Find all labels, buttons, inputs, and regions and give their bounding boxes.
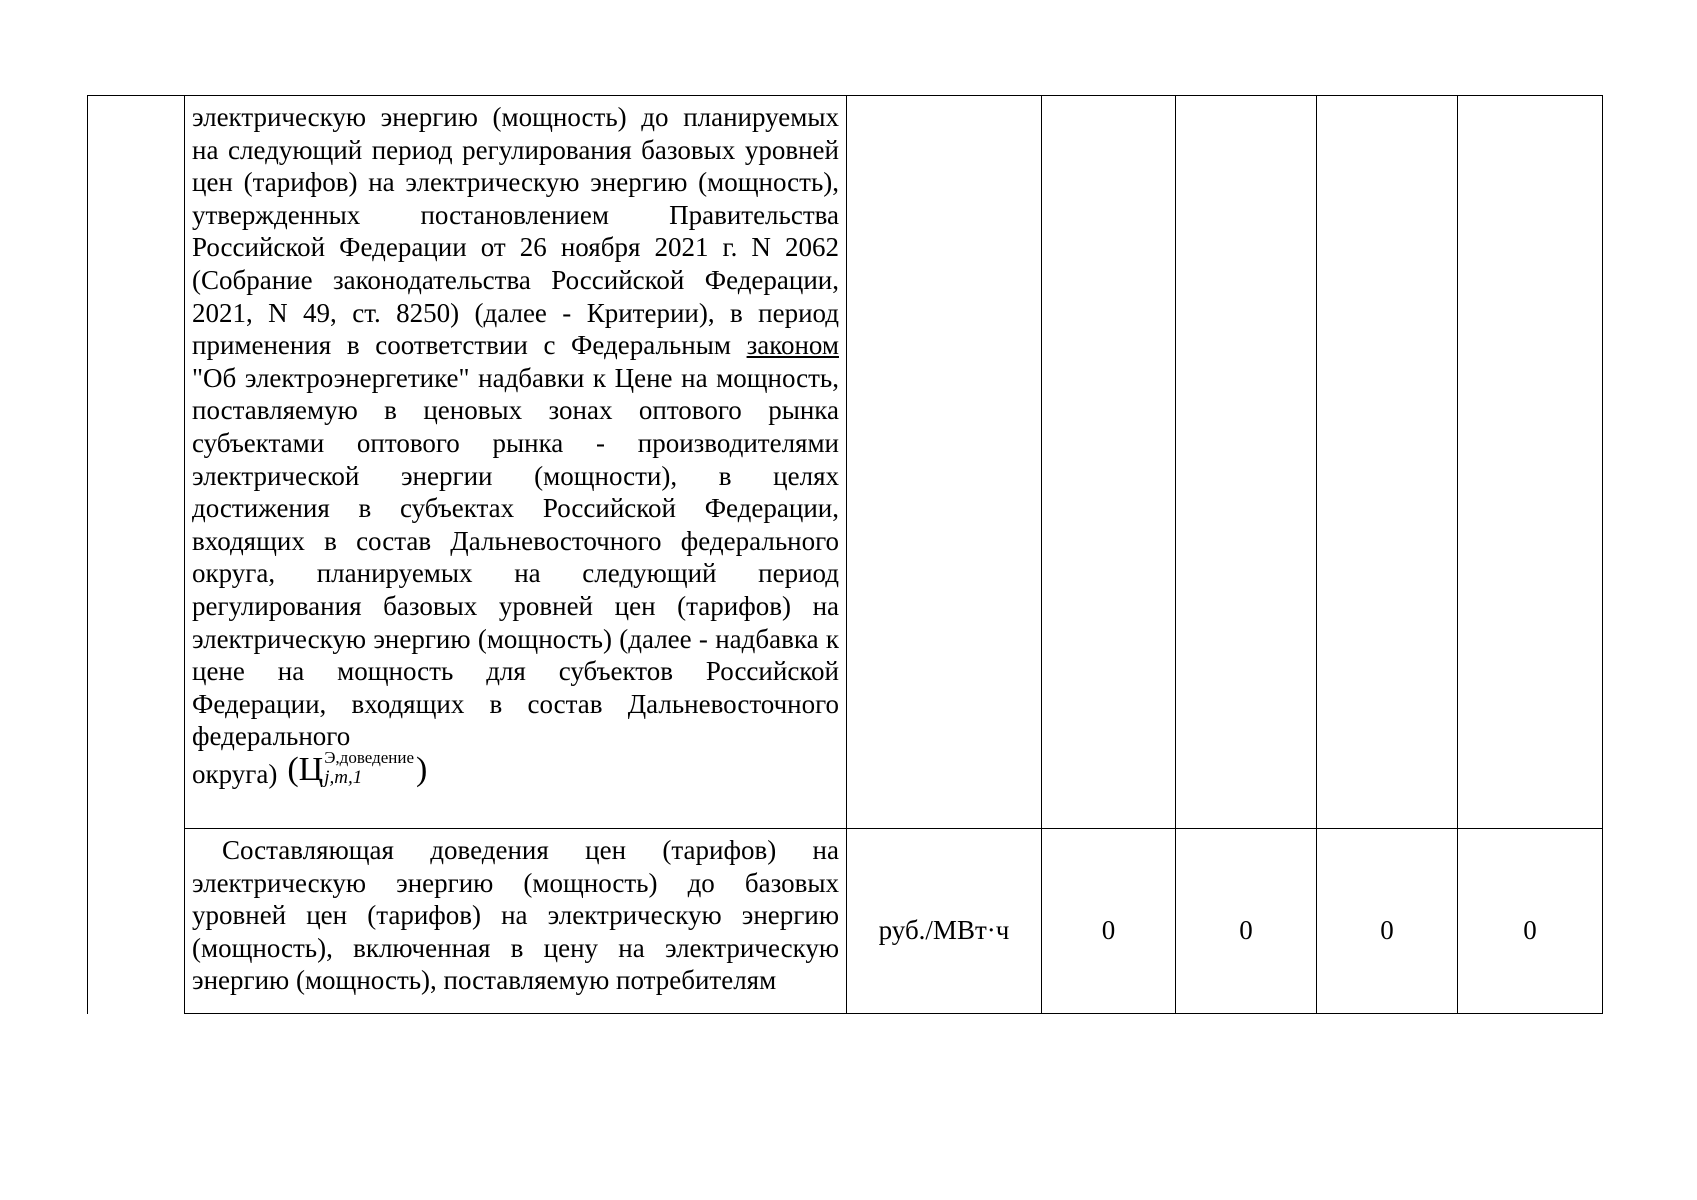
unit-value: руб./МВт·ч: [878, 915, 1010, 945]
description-cell: [185, 829, 847, 1014]
value-cell: [1317, 829, 1458, 1014]
value-cell: [1458, 829, 1603, 1014]
formula-scripts: [324, 749, 414, 787]
row-number-cell: [88, 96, 185, 1014]
description-text-part-2: "Об электроэнергетике" надбавки к Цене на мощность, поставляемую в ценовых зонах оптового рынка субъектами оптового рынка - производителями электрической энергии (мощности), в целях достижения в субъектах Российской Федерации, входящих в состав Дальневосточного федерального округа, планируемых на следующий период регулирования базовых уровней цен (тарифов) на электрическую энергию (мощность) (далее - надбавка к цене на мощность для субъектов Российской Федерации, входящих в состав Дальневосточного федерального: [192, 362, 839, 752]
last-line-text: округа): [192, 759, 278, 790]
description-cell: [185, 96, 847, 829]
value-cell: [1042, 829, 1176, 1014]
formula-symbol: Ц: [298, 750, 324, 788]
table-row: [88, 96, 1603, 829]
formula-subscript: j,m,1: [324, 766, 363, 788]
description-text: Составляющая доведения цен (тарифов) на электрическую энергию (мощность) до базовых уровней цен (тарифов) на электрическую энергию (мощность), включенная в цену на электрическую энергию (мощность), поставляемую потребителям: [192, 835, 839, 996]
law-link[interactable]: законом: [746, 330, 839, 361]
table-row: [88, 829, 1603, 1014]
document-table: [87, 95, 1603, 1014]
formula-open-paren: (: [287, 750, 299, 788]
unit-cell: [847, 829, 1042, 1014]
value-cell: [1458, 96, 1603, 829]
description-text: [192, 101, 839, 753]
value: 0: [1380, 915, 1394, 945]
price-formula: [287, 747, 428, 791]
value-cell: [1317, 96, 1458, 829]
value: 0: [1239, 915, 1253, 945]
value-cell: [1176, 96, 1317, 829]
formula-superscript: Э,доведение: [324, 747, 415, 767]
value-cell: [1042, 96, 1176, 829]
unit-cell: [847, 96, 1042, 829]
description-text-part-1: электрическую энергию (мощность) до планируемых на следующий период регулирования базовых уровней цен (тарифов) на электрическую энергию (мощность), утвержденных постановлением Правительства Российской Федерации от 26 ноября 2021 г. N 2062 (Собрание законодательства Российской Федерации, 2021, N 49, ст. 8250) (далее - Критерии), в период применения в соответствии с Федеральным: [192, 102, 839, 361]
value: 0: [1101, 915, 1116, 945]
formula-line: [192, 747, 839, 791]
value: 0: [1523, 915, 1537, 945]
formula-close-paren: ): [416, 750, 428, 788]
value-cell: [1176, 829, 1317, 1014]
